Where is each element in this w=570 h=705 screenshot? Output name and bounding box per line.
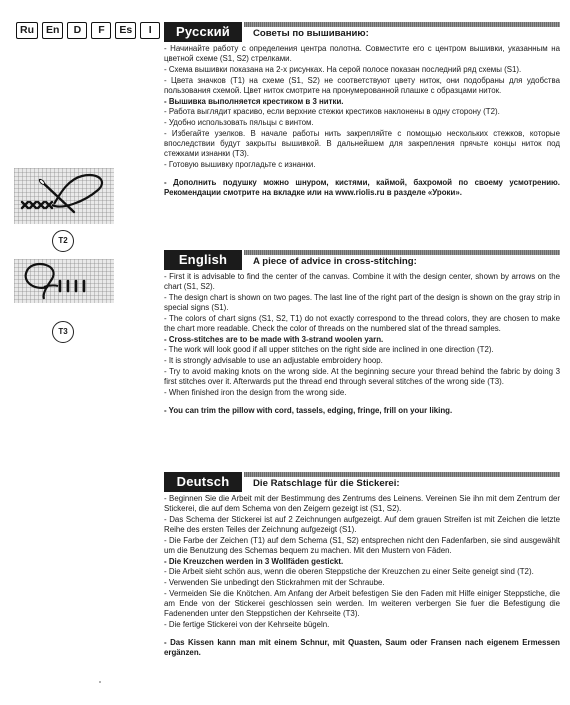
stray-mark bbox=[99, 681, 101, 683]
paragraph: - Vermeiden Sie die Knötchen. Am Anfang der Arbeit befestigen Sie den Faden mit Hilfe einiger Steppstiche, die am Ende von der Stickerei geschlossen sein werden. Im weiteren verbergen Sie fuer die Befestigung die Fadenenden unter den Steppstichen der Kehrseite (T3). bbox=[164, 588, 560, 619]
section-body-de bbox=[164, 494, 560, 659]
section-body-en bbox=[164, 272, 560, 416]
section-tag-en: English bbox=[164, 250, 242, 270]
paragraph: - Die Farbe der Zeichen (T1) auf dem Schema (S1, S2) entsprechen nicht den Fadenfarben, sie sind ausgewählt um die Benutzung des Schemas bequem zu machen. Mit den Mustern von Fäden. bbox=[164, 535, 560, 556]
section-body-ru bbox=[164, 44, 560, 198]
thread-securing-icon bbox=[14, 259, 114, 303]
section-tag-de: Deutsch bbox=[164, 472, 242, 492]
paragraph: - It is strongly advisable to use an adjustable embroidery hoop. bbox=[164, 356, 383, 366]
lang-tab-ru[interactable]: Ru bbox=[16, 22, 38, 39]
header-bar bbox=[244, 22, 560, 27]
paragraph: - Beginnen Sie die Arbeit mit der Bestimmung des Zentrums des Leinens. Vereinen Sie ihn mit dem Zentrum der Stickerei, die auf dem Schema von den Zeigern gezeigt ist (S1, S2). bbox=[164, 494, 560, 514]
header-bar bbox=[244, 250, 560, 255]
section-header-en bbox=[164, 250, 560, 270]
lang-tab-fr[interactable]: F bbox=[91, 22, 111, 39]
paragraph: - Избегайте узелков. В начале работы нить закрепляйте с помощью нескольких стежков, которые впоследствии будут закрыты вышивкой. В дальнейшем для закрепления прячьте концы ниток под стежками изнанки (T3). bbox=[164, 128, 560, 159]
lang-tab-it[interactable]: I bbox=[140, 22, 160, 39]
lang-tab-es[interactable]: Es bbox=[115, 22, 136, 39]
stitch-illustration-t2 bbox=[14, 168, 114, 224]
section-tag-ru: Русский bbox=[164, 22, 242, 42]
section-note-en: - You can trim the pillow with cord, tassels, edging, fringe, frill on your liking. bbox=[164, 405, 453, 415]
paragraph: - Verwenden Sie unbedingt den Stickrahmen mit der Schraube. bbox=[164, 578, 385, 588]
paragraph: - Die Arbeit sieht schön aus, wenn die oberen Steppstiche der Kreuzchen zu einer Seite geneigt sind (T2). bbox=[164, 567, 534, 577]
paragraph: - Cross-stitches are to be made with 3-strand woolen yarn. bbox=[164, 334, 384, 344]
paragraph: - The colors of chart signs (S1, S2, T1) do not exactly correspond to the thread colors, they are chosen to make the chart more readable. Check the color of threads on the numbered slat of the thread samples. bbox=[164, 313, 560, 334]
stitch-illustration-t3 bbox=[14, 259, 114, 315]
lang-tab-de[interactable]: D bbox=[67, 22, 87, 39]
cross-stitch-needle-icon bbox=[14, 168, 114, 224]
paragraph: - First it is advisable to find the center of the canvas. Combine it with the design center, shown by arrows on the chart (S1, S2). bbox=[164, 272, 560, 292]
figure-label-t2: T2 bbox=[52, 230, 74, 252]
paragraph: - The work will look good if all upper stitches on the right side are inclined in one direction (T2). bbox=[164, 345, 494, 355]
paragraph: - Вышивка выполняется крестиком в 3 нитки. bbox=[164, 96, 344, 106]
section-title-en: A piece of advice in cross-stitching: bbox=[253, 256, 417, 267]
language-tabs bbox=[16, 22, 160, 39]
section-header-ru bbox=[164, 22, 560, 42]
section-title-de: Die Ratschlage für die Stickerei: bbox=[253, 478, 400, 489]
header-bar bbox=[244, 472, 560, 477]
paragraph: - The design chart is shown on two pages. The last line of the right part of the design is shown on the gray strip in special signs (S1). bbox=[164, 292, 560, 313]
paragraph: - Try to avoid making knots on the wrong side. At the beginning secure your thread behind the fabric by doing 3 first stitches over it. Afterwards put the thread end through several stitches of the wrong side (T3). bbox=[164, 366, 560, 387]
paragraph: - When finished iron the design from the wrong side. bbox=[164, 387, 347, 397]
lang-tab-en[interactable]: En bbox=[42, 22, 63, 39]
paragraph: - Das Schema der Stickerei ist auf 2 Zeichnungen aufgezeigt. Auf dem grauen Streifen ist mit Zeichen die letzte Reihe des ersten Teiles der Zeichnung aufgezeigt (S1). bbox=[164, 514, 560, 535]
paragraph: - Начинайте работу с определения центра полотна. Совместите его с центром вышивки, указанным на цветной схеме (S1, S2) стрелками. bbox=[164, 44, 560, 64]
section-title-ru: Советы по вышиванию: bbox=[253, 28, 369, 39]
paragraph: - Удобно использовать пяльцы с винтом. bbox=[164, 117, 314, 127]
figure-label-t3: T3 bbox=[52, 321, 74, 343]
section-note-de: - Das Kissen kann man mit einem Schnur, mit Quasten, Saum oder Fransen nach eigenem Ermessen ergänzen. bbox=[164, 638, 560, 658]
paragraph: - Готовую вышивку прогладьте с изнанки. bbox=[164, 159, 316, 169]
paragraph: - Die Kreuzchen werden in 3 Wollfäden gestickt. bbox=[164, 556, 344, 566]
paragraph: - Схема вышивки показана на 2-х рисунках. На серой полосе показан последний ряд схемы (S1). bbox=[164, 64, 522, 74]
paragraph: - Die fertige Stickerei von der Kehrseite bügeln. bbox=[164, 619, 330, 629]
paragraph: - Цвета значков (T1) на схеме (S1, S2) не соответствуют цвету ниток, они подобраны для удобства пользования схемой. Цвет ниток смотрите на пронумерованной плашке с образцами ниток. bbox=[164, 75, 560, 95]
section-note-ru: - Дополнить подушку можно шнуром, кистями, каймой, бахромой по своему усмотрению. Рекомендации смотрите на вкладке или на www.riolis.ru в разделе «Уроки». bbox=[164, 177, 560, 198]
section-header-de bbox=[164, 472, 560, 492]
paragraph: - Работа выглядит красиво, если верхние стежки крестиков наклонены в одну сторону (T2). bbox=[164, 107, 500, 117]
